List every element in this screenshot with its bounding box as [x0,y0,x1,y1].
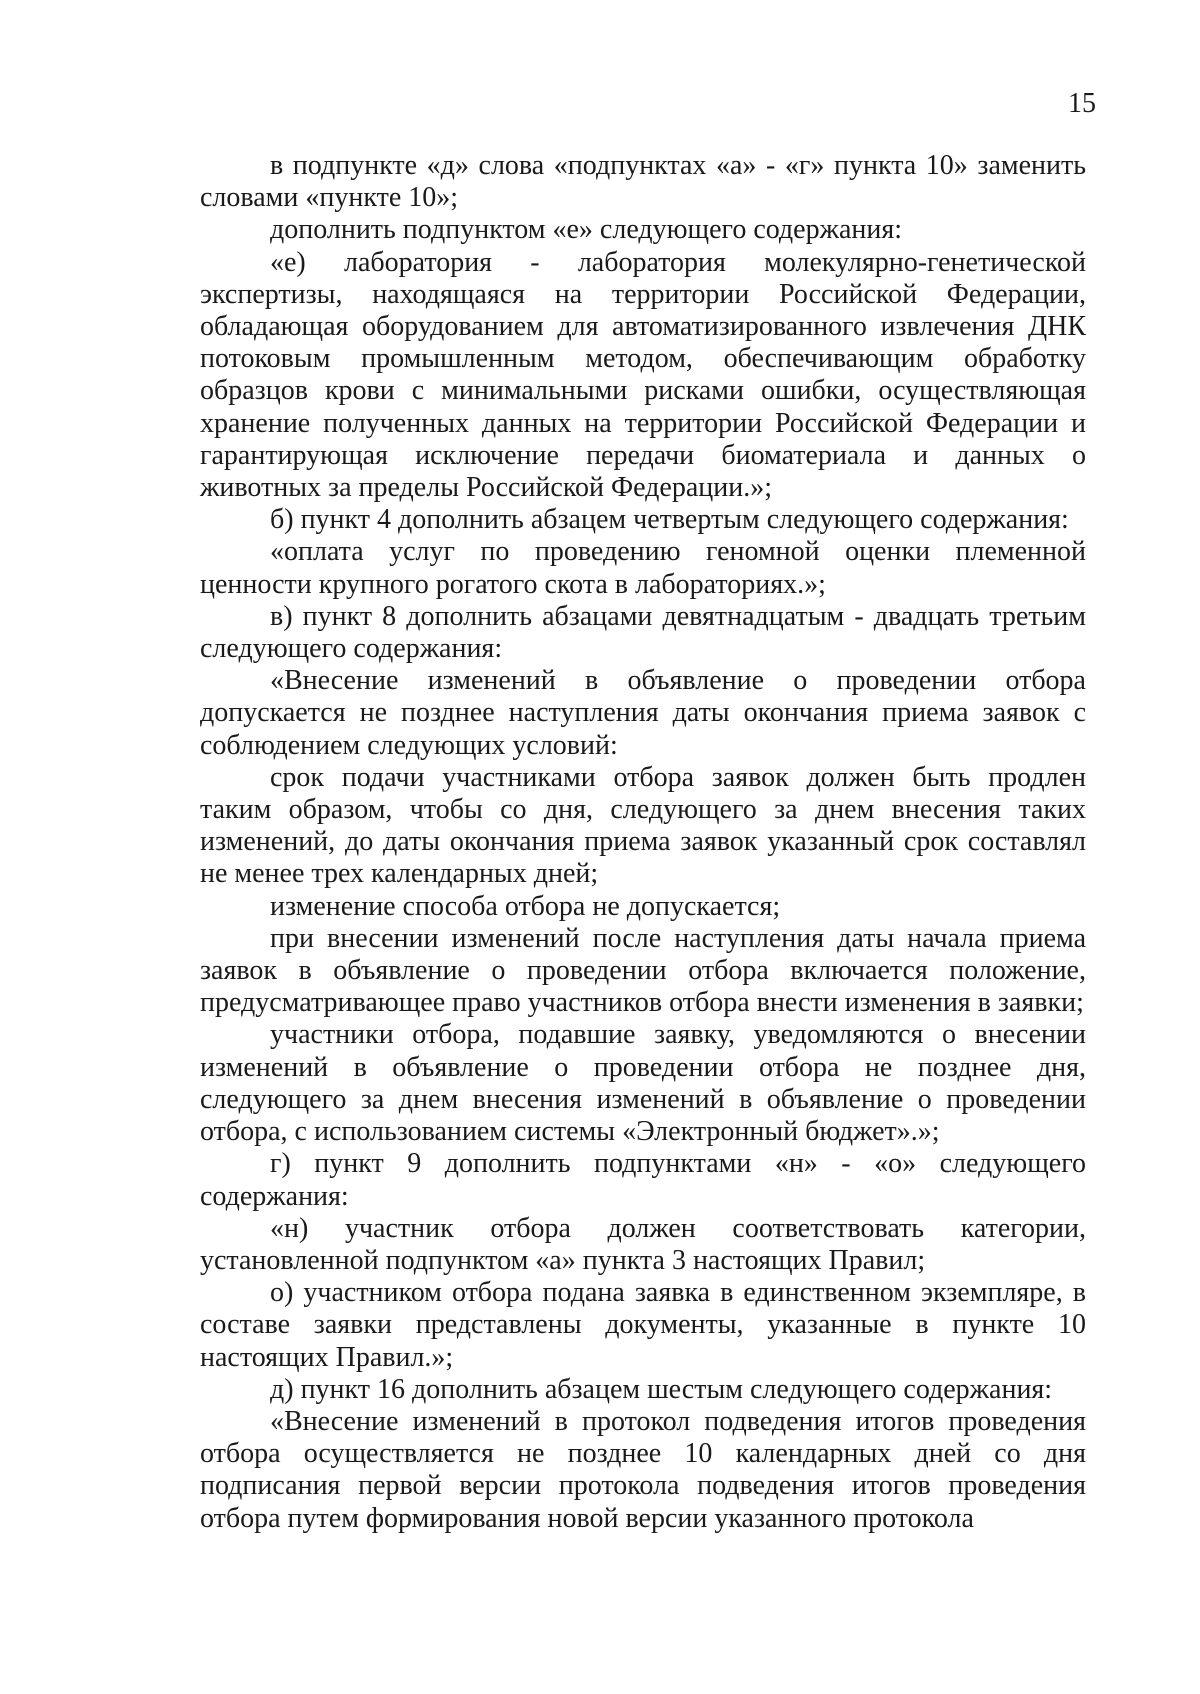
document-body [200,150,1086,1535]
paragraph: «оплата услуг по проведению геномной оценки племенной ценности крупного рогатого скота в лабораториях.»; [200,536,1086,600]
paragraph: срок подачи участниками отбора заявок должен быть продлен таким образом, чтобы со дня, следующего за днем внесения таких изменений, до даты окончания приема заявок указанный срок составлял не менее трех календарных дней; [200,761,1086,890]
paragraph: дополнить подпунктом «е» следующего содержания: [270,214,903,246]
paragraph: «Внесение изменений в объявление о проведении отбора допускается не позднее наступления даты окончания приема заявок с соблюдением следующих условий: [200,665,1086,761]
page-number: 15 [1068,88,1096,119]
paragraph: участники отбора, подавшие заявку, уведомляются о внесении изменений в объявление о проведении отбора не позднее дня, следующего за днем внесения изменений в объявление о проведении отбора, с использованием системы «Электронный бюджет».»; [200,1019,1086,1148]
paragraph: «е) лаборатория - лаборатория молекулярно-генетической экспертизы, находящаяся на территории Российской Федерации, обладающая оборудованием для автоматизированного извлечения ДНК потоковым промышленным методом, обеспечивающим обработку образцов крови с минимальными рисками ошибки, осуществляющая хранение полученных данных на территории Российской Федерации и гарантирующая исключение передачи биоматериала и данных о животных за пределы Российской Федерации.»; [200,246,1086,504]
paragraph: в подпункте «д» слова «подпунктах «а» - «г» пункта 10» заменить словами «пункте 10»; [200,150,1086,214]
paragraph: о) участником отбора подана заявка в единственном экземпляре, в составе заявки представлены документы, указанные в пункте 10 настоящих Правил.»; [200,1277,1086,1373]
paragraph: в) пункт 8 дополнить абзацами девятнадцатым - двадцать третьим следующего содержания: [200,600,1086,665]
paragraph: при внесении изменений после наступления даты начала приема заявок в объявление о проведении отбора включается положение, предусматривающее право участников отбора внести изменения в заявки; [200,922,1086,1019]
paragraph: «Внесение изменений в протокол подведения итогов проведения отбора осуществляется не позднее 10 календарных дней со дня подписания первой версии протокола подведения итогов проведения отбора путем формирования новой версии указанного протокола [200,1405,1086,1534]
paragraph: «н) участник отбора должен соответствовать категории, установленной подпунктом «а» пункта 3 настоящих Правил; [200,1212,1086,1276]
paragraph: б) пункт 4 дополнить абзацем четвертым следующего содержания: [270,504,1069,536]
paragraph: д) пункт 16 дополнить абзацем шестым следующего содержания: [270,1373,1053,1405]
paragraph: г) пункт 9 дополнить подпунктами «н» - «о» следующего содержания: [200,1148,1086,1212]
paragraph: изменение способа отбора не допускается; [270,890,781,922]
